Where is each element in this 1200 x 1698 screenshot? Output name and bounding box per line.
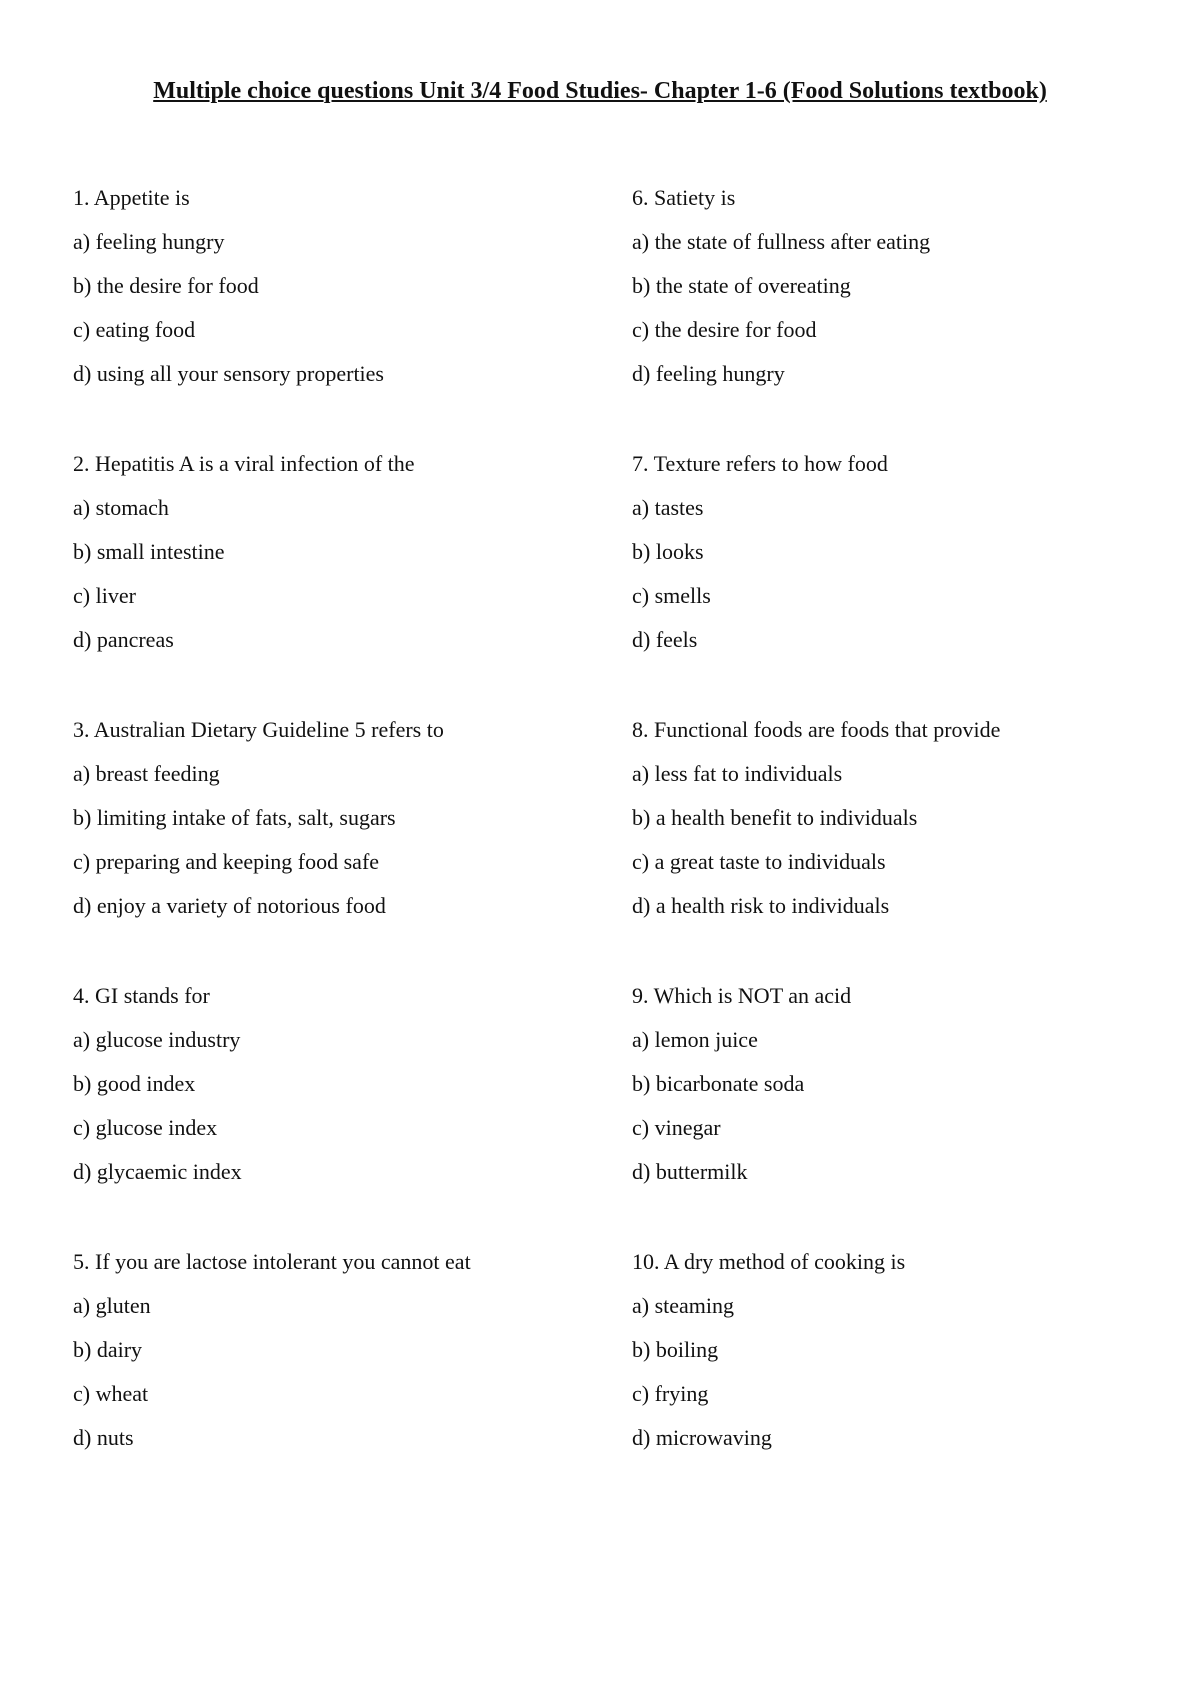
question-text: 7. Texture refers to how food: [632, 451, 888, 476]
question-block-7: [632, 442, 1152, 708]
option-a: a) tastes: [632, 495, 704, 520]
option-b: b) small intestine: [73, 539, 225, 564]
question-text: 4. GI stands for: [73, 983, 210, 1008]
page-title: Multiple choice questions Unit 3/4 Food Studies- Chapter 1-6 (Food Solutions textbook): [153, 78, 1047, 104]
question-text: 10. A dry method of cooking is: [632, 1249, 906, 1274]
question-text: 8. Functional foods are foods that provide: [632, 717, 1001, 742]
option-d: d) pancreas: [73, 627, 174, 652]
option-a: a) steaming: [632, 1293, 735, 1318]
option-a: a) lemon juice: [632, 1027, 758, 1052]
question-text: 6. Satiety is: [632, 185, 736, 210]
question-block-6: [632, 176, 1152, 442]
option-c: c) frying: [632, 1381, 709, 1406]
option-b: b) the desire for food: [73, 273, 259, 298]
question-block-9: [632, 974, 1152, 1240]
option-c: c) wheat: [73, 1381, 149, 1406]
question-block-2: [73, 442, 593, 708]
option-c: c) liver: [73, 583, 136, 608]
option-d: d) feeling hungry: [632, 361, 785, 386]
option-d: d) enjoy a variety of notorious food: [73, 893, 386, 918]
option-b: b) dairy: [73, 1337, 143, 1362]
option-a: a) feeling hungry: [73, 229, 225, 254]
option-c: c) a great taste to individuals: [632, 849, 886, 874]
question-text: 1. Appetite is: [73, 185, 190, 210]
left-question-column: [73, 176, 593, 1506]
option-d: d) a health risk to individuals: [632, 893, 890, 918]
option-b: b) boiling: [632, 1337, 719, 1362]
question-block-4: [73, 974, 593, 1240]
option-b: b) the state of overeating: [632, 273, 851, 298]
option-a: a) breast feeding: [73, 761, 220, 786]
question-text: 2. Hepatitis A is a viral infection of the: [73, 451, 415, 476]
option-b: b) limiting intake of fats, salt, sugars: [73, 805, 396, 830]
option-d: d) nuts: [73, 1425, 134, 1450]
question-block-8: [632, 708, 1152, 974]
option-a: a) gluten: [73, 1293, 151, 1318]
option-a: a) less fat to individuals: [632, 761, 843, 786]
option-a: a) the state of fullness after eating: [632, 229, 931, 254]
option-c: c) preparing and keeping food safe: [73, 849, 380, 874]
option-c: c) smells: [632, 583, 711, 608]
right-question-column: [632, 176, 1152, 1506]
question-text: 5. If you are lactose intolerant you cannot eat: [73, 1249, 471, 1274]
question-block-10: [632, 1240, 1152, 1506]
option-d: d) glycaemic index: [73, 1159, 242, 1184]
option-d: d) buttermilk: [632, 1159, 748, 1184]
option-c: c) glucose index: [73, 1115, 218, 1140]
option-b: b) bicarbonate soda: [632, 1071, 805, 1096]
option-d: d) using all your sensory properties: [73, 361, 384, 386]
option-b: b) good index: [73, 1071, 196, 1096]
option-d: d) feels: [632, 627, 698, 652]
option-c: c) vinegar: [632, 1115, 721, 1140]
question-block-5: [73, 1240, 593, 1506]
question-text: 3. Australian Dietary Guideline 5 refers to: [73, 717, 444, 742]
question-text: 9. Which is NOT an acid: [632, 983, 852, 1008]
option-a: a) stomach: [73, 495, 169, 520]
option-d: d) microwaving: [632, 1425, 772, 1450]
question-block-3: [73, 708, 593, 974]
question-block-1: [73, 176, 593, 442]
option-b: b) looks: [632, 539, 704, 564]
option-a: a) glucose industry: [73, 1027, 241, 1052]
option-c: c) the desire for food: [632, 317, 817, 342]
option-c: c) eating food: [73, 317, 196, 342]
option-b: b) a health benefit to individuals: [632, 805, 918, 830]
